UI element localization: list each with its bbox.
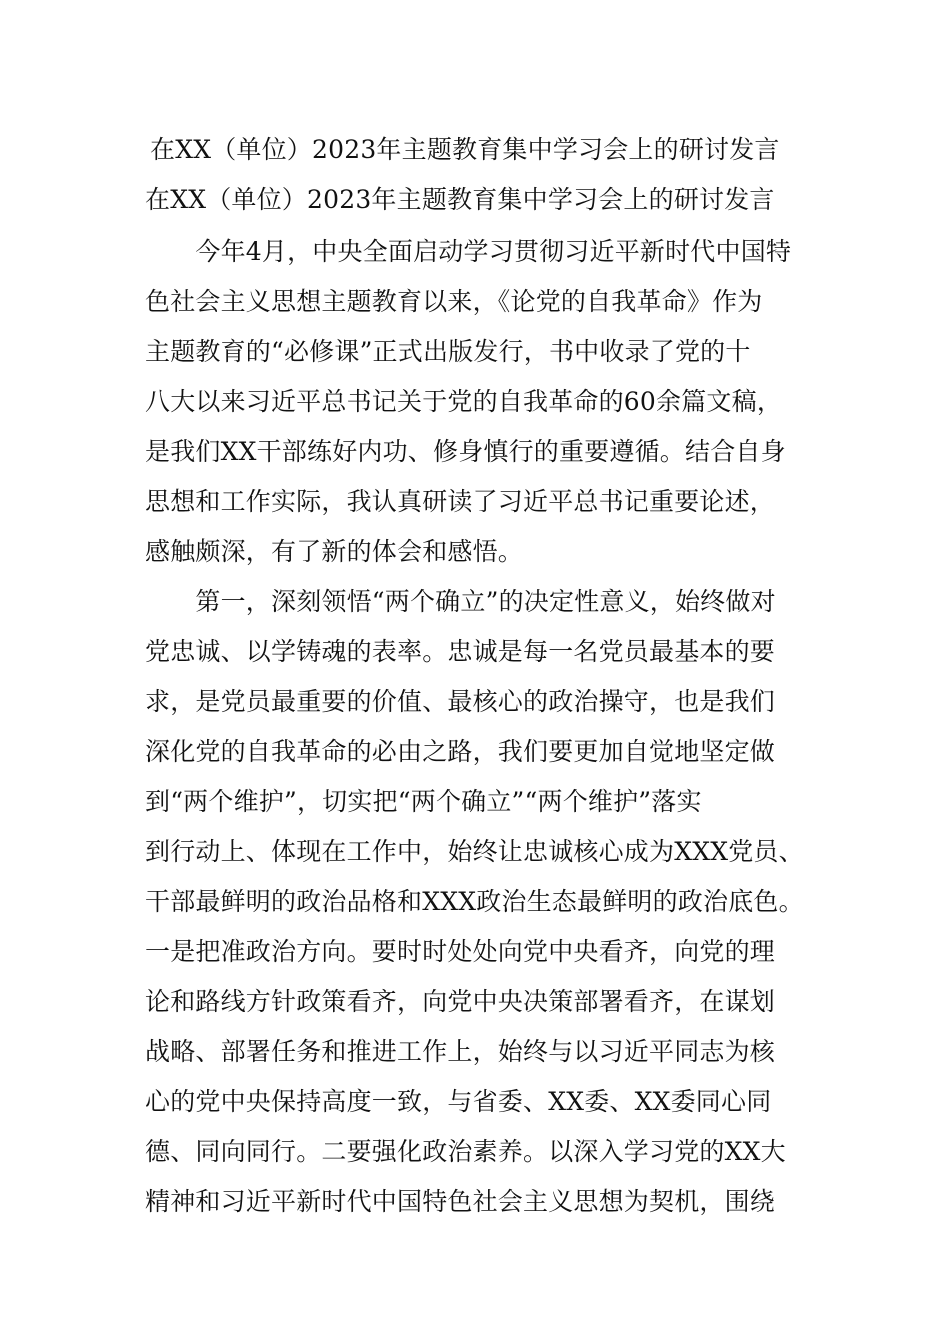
body-line: 求，是党员最重要的价值、最核心的政治操守，也是我们 bbox=[145, 687, 776, 716]
body-line: 今年4月，中央全面启动学习贯彻习近平新时代中国特 bbox=[145, 237, 792, 266]
body-line: 色社会主义思想主题教育以来，《论党的自我革命》作为 bbox=[145, 287, 763, 316]
body-line: 精神和习近平新时代中国特色社会主义思想为契机，围绕 bbox=[145, 1187, 776, 1216]
body-line: 思想和工作实际，我认真研读了习近平总书记重要论述， bbox=[145, 487, 776, 516]
body-line: 战略、部署任务和推进工作上，始终与以习近平同志为核 bbox=[145, 1037, 776, 1066]
body-line: 第一，深刻领悟“两个确立”的决定性意义，始终做对 bbox=[145, 587, 776, 616]
body-line: 心的党中央保持高度一致，与省委、XX委、XX委同心同 bbox=[145, 1087, 772, 1116]
body-line: 到行动上、体现在工作中，始终让忠诚核心成为XXX党员、 bbox=[145, 837, 804, 866]
body-line: 到“两个维护”，切实把“两个确立”“两个维护”落实 bbox=[145, 787, 702, 816]
document-title-repeat: 在XX（单位）2023年主题教育集中学习会上的研讨发言 bbox=[145, 185, 775, 214]
body-line: 论和路线方针政策看齐，向党中央决策部署看齐，在谋划 bbox=[145, 987, 776, 1016]
document-title: 在XX（单位）2023年主题教育集中学习会上的研讨发言 bbox=[150, 135, 780, 164]
body-line: 一是把准政治方向。要时时处处向党中央看齐，向党的理 bbox=[145, 937, 776, 966]
body-line: 德、同向同行。二要强化政治素养。以深入学习党的XX大 bbox=[145, 1137, 786, 1166]
body-line: 感触颇深，有了新的体会和感悟。 bbox=[145, 537, 524, 566]
body-line: 主题教育的“必修课”正式出版发行，书中收录了党的十 bbox=[145, 337, 751, 366]
body-line: 八大以来习近平总书记关于党的自我革命的60余篇文稿， bbox=[145, 387, 783, 416]
body-line: 是我们XX干部练好内功、修身慎行的重要遵循。结合自身 bbox=[145, 437, 786, 466]
body-line: 干部最鲜明的政治品格和XXX政治生态最鲜明的政治底色。 bbox=[145, 887, 804, 916]
body-line: 深化党的自我革命的必由之路，我们要更加自觉地坚定做 bbox=[145, 737, 776, 766]
body-line: 党忠诚、以学铸魂的表率。忠诚是每一名党员最基本的要 bbox=[145, 637, 776, 666]
